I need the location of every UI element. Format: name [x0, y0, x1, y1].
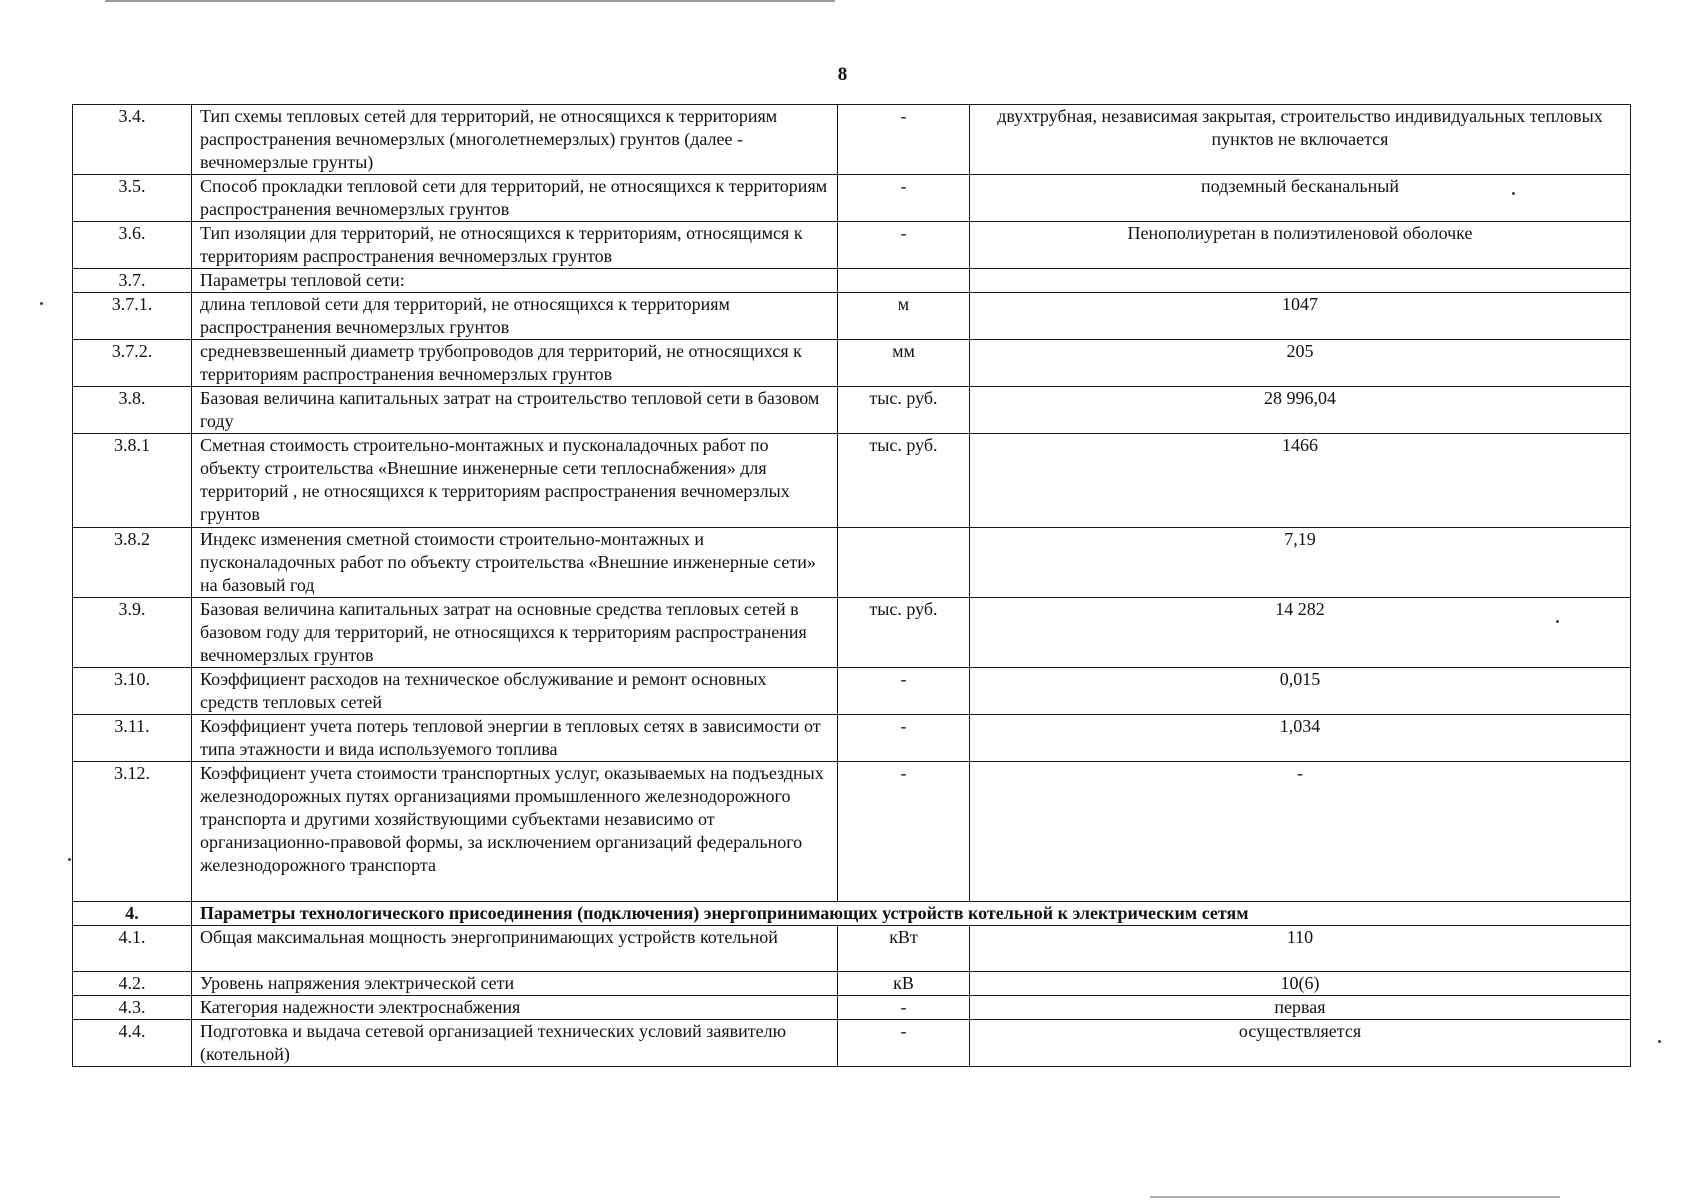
row-number: 3.7.2.: [73, 340, 192, 387]
table-row: [73, 668, 1631, 715]
row-parameter: Подготовка и выдача сетевой организацией технических условий заявителю (котельной): [192, 1020, 838, 1067]
row-unit: кВ: [838, 972, 970, 996]
row-unit: -: [838, 1020, 970, 1067]
row-value: 1466: [970, 434, 1631, 528]
row-unit: тыс. руб.: [838, 434, 970, 528]
row-value: 10(6): [970, 972, 1631, 996]
row-value: 1047: [970, 293, 1631, 340]
table-row: [73, 293, 1631, 340]
row-value: 110: [970, 926, 1631, 972]
row-value: -: [970, 762, 1631, 902]
row-unit: -: [838, 175, 970, 222]
row-value: [970, 269, 1631, 293]
table-row: [73, 434, 1631, 528]
row-number: 3.8.: [73, 387, 192, 434]
row-parameter: длина тепловой сети для территорий, не относящихся к территориям распространения вечномерзлых грунтов: [192, 293, 838, 340]
row-value: первая: [970, 996, 1631, 1020]
table-row: [73, 972, 1631, 996]
row-value: 14 282: [970, 598, 1631, 668]
row-unit: -: [838, 668, 970, 715]
row-number: 3.8.2: [73, 528, 192, 598]
table-row: [73, 926, 1631, 972]
row-parameter: Способ прокладки тепловой сети для территорий, не относящихся к территориям распространения вечномерзлых грунтов: [192, 175, 838, 222]
row-number: 3.9.: [73, 598, 192, 668]
row-unit: -: [838, 105, 970, 175]
bottom-rule: [1150, 1196, 1560, 1198]
row-number: 3.11.: [73, 715, 192, 762]
row-value: 28 996,04: [970, 387, 1631, 434]
table-row: [73, 1020, 1631, 1067]
row-number: 4.3.: [73, 996, 192, 1020]
table-row: [73, 269, 1631, 293]
table-row: [73, 340, 1631, 387]
table-row: [73, 222, 1631, 269]
row-value: 0,015: [970, 668, 1631, 715]
table-row: [73, 996, 1631, 1020]
row-number: 3.4.: [73, 105, 192, 175]
table-row: [73, 175, 1631, 222]
scan-speck: [1512, 192, 1515, 195]
table-row: [73, 105, 1631, 175]
row-value: двухтрубная, независимая закрытая, строительство индивидуальных тепловых пунктов не включается: [970, 105, 1631, 175]
row-number: 3.7.1.: [73, 293, 192, 340]
row-number: 3.6.: [73, 222, 192, 269]
row-unit: -: [838, 715, 970, 762]
row-unit: [838, 269, 970, 293]
row-parameter: Коэффициент учета стоимости транспортных услуг, оказываемых на подъездных железнодорожных путях организациями промышленного железнодорожного транспорта и другими хозяйствующими субъектами независимо от организационно-правовой формы, за исключением организаций федерального железнодорожного транспорта: [192, 762, 838, 902]
row-parameter: Тип изоляции для территорий, не относящихся к территориям, относящимся к территориям распространения вечномерзлых грунтов: [192, 222, 838, 269]
row-number: 3.12.: [73, 762, 192, 902]
table-row: [73, 762, 1631, 902]
row-parameter: Коэффициент расходов на техническое обслуживание и ремонт основных средств тепловых сетей: [192, 668, 838, 715]
row-parameter: средневзвешенный диаметр трубопроводов для территорий, не относящихся к территориям распространения вечномерзлых грунтов: [192, 340, 838, 387]
row-number: 3.10.: [73, 668, 192, 715]
row-parameter: Индекс изменения сметной стоимости строительно-монтажных и пусконаладочных работ по объекту строительства «Внешние инженерные сети» на базовый год: [192, 528, 838, 598]
row-parameter: Сметная стоимость строительно-монтажных и пусконаладочных работ по объекту строительства «Внешние инженерные сети теплоснабжения» для территорий , не относящихся к территориям распространения вечномерзлых грунтов: [192, 434, 838, 528]
row-unit: кВт: [838, 926, 970, 972]
scan-speck: [40, 302, 43, 305]
section-title: Параметры технологического присоединения (подключения) энергопринимающих устройств котельной к электрическим сетям: [192, 902, 1631, 926]
row-unit: мм: [838, 340, 970, 387]
row-unit: -: [838, 222, 970, 269]
table-row: [73, 715, 1631, 762]
row-parameter: Категория надежности электроснабжения: [192, 996, 838, 1020]
row-number: 4.4.: [73, 1020, 192, 1067]
row-unit: -: [838, 996, 970, 1020]
row-number: 3.7.: [73, 269, 192, 293]
row-value: 1,034: [970, 715, 1631, 762]
row-unit: м: [838, 293, 970, 340]
table-row: [73, 387, 1631, 434]
section-header-row: [73, 902, 1631, 926]
row-number: 4.1.: [73, 926, 192, 972]
row-unit: [838, 528, 970, 598]
table-row: [73, 598, 1631, 668]
row-number: 3.8.1: [73, 434, 192, 528]
row-parameter: Уровень напряжения электрической сети: [192, 972, 838, 996]
row-parameter: Тип схемы тепловых сетей для территорий, не относящихся к территориям распространения вечномерзлых (многолетнемерзлых) грунтов (далее - вечномерзлые грунты): [192, 105, 838, 175]
row-value: Пенополиуретан в полиэтиленовой оболочке: [970, 222, 1631, 269]
scan-speck: [68, 858, 71, 861]
parameters-table: [72, 104, 1631, 1067]
scan-speck: [1658, 1040, 1661, 1043]
row-number: 4.2.: [73, 972, 192, 996]
row-unit: -: [838, 762, 970, 902]
section-number: 4.: [73, 902, 192, 926]
row-parameter: Коэффициент учета потерь тепловой энергии в тепловых сетях в зависимости от типа этажности и вида используемого топлива: [192, 715, 838, 762]
scan-speck: [1556, 620, 1559, 623]
row-value: 7,19: [970, 528, 1631, 598]
row-unit: тыс. руб.: [838, 598, 970, 668]
row-value: подземный бесканальный: [970, 175, 1631, 222]
row-value: осуществляется: [970, 1020, 1631, 1067]
row-parameter: Базовая величина капитальных затрат на основные средства тепловых сетей в базовом году для территорий, не относящихся к территориям распространения вечномерзлых грунтов: [192, 598, 838, 668]
top-rule: [105, 0, 835, 2]
row-number: 3.5.: [73, 175, 192, 222]
page-number: 8: [837, 64, 848, 85]
row-value: 205: [970, 340, 1631, 387]
row-parameter: Базовая величина капитальных затрат на строительство тепловой сети в базовом году: [192, 387, 838, 434]
row-unit: тыс. руб.: [838, 387, 970, 434]
table-row: [73, 528, 1631, 598]
row-parameter: Общая максимальная мощность энергопринимающих устройств котельной: [192, 926, 838, 972]
row-parameter: Параметры тепловой сети:: [192, 269, 838, 293]
